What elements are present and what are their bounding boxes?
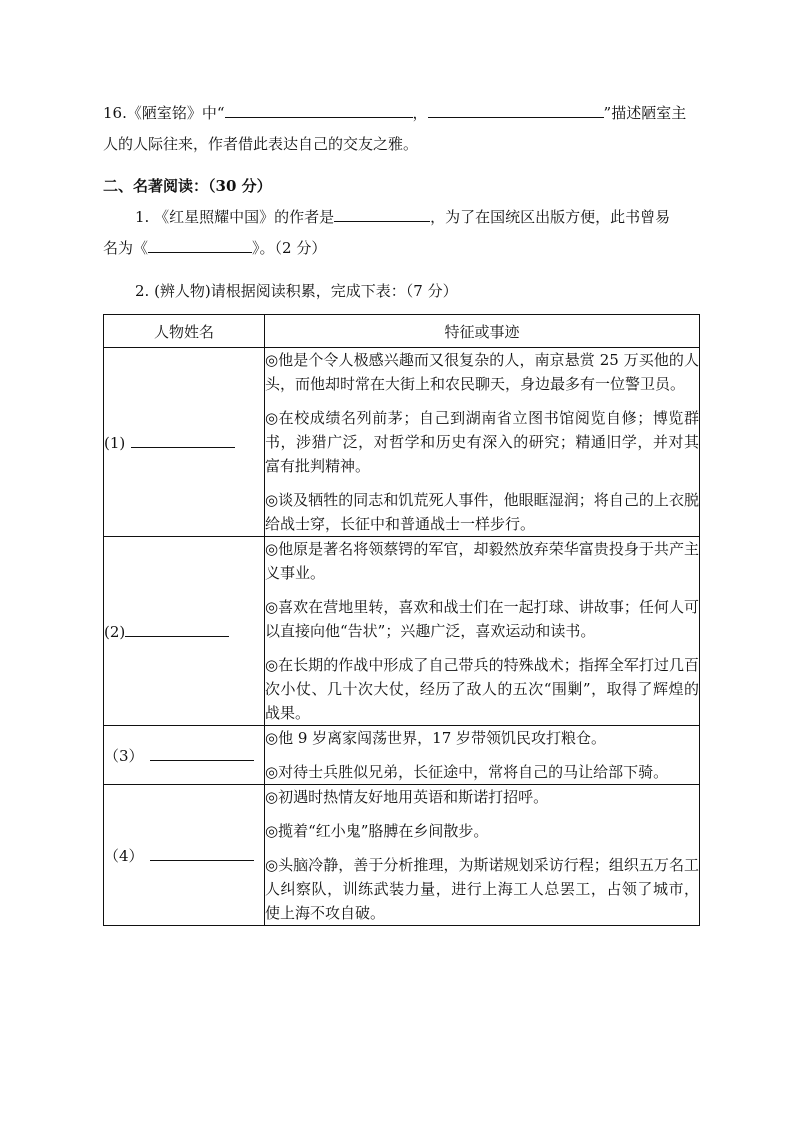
table-header-row — [104, 315, 700, 348]
question-1-line1 — [135, 207, 670, 227]
table-row — [104, 726, 700, 785]
traits-cell — [265, 537, 700, 726]
question-1-line2-prefix: 名为《 — [103, 239, 149, 257]
trait-item: ◎在长期的作战中形成了自己带兵的特殊战术；指挥全军打过几百次小仗、几十次大仗，经历了敌人的五次“围剿”，取得了辉煌的战果。 — [265, 656, 699, 722]
table-row — [104, 537, 700, 726]
question-16-prefix: 16.《陋室铭》中“ — [103, 104, 225, 122]
name-cell — [104, 785, 265, 926]
question-1-line2 — [103, 238, 326, 258]
question-2-text: 2. (辨人物)请根据阅读积累，完成下表：（7 分） — [135, 282, 458, 300]
name-cell — [104, 348, 265, 537]
question-1-line2-suffix: 》。（2 分） — [252, 239, 327, 257]
row-label: (2) — [104, 622, 126, 641]
table-row — [104, 785, 700, 926]
question-16-comma: ， — [412, 104, 428, 122]
name-answer-blank[interactable] — [125, 622, 229, 637]
traits-cell — [265, 348, 700, 537]
answer-blank[interactable] — [428, 103, 604, 118]
trait-item: ◎喜欢在营地里转，喜欢和战士们在一起打球、讲故事；任何人可以直接向他“告状”；兴趣广泛，喜欢运动和读书。 — [265, 598, 699, 640]
header-traits: 特征或事迹 — [265, 315, 700, 348]
trait-item: ◎他原是著名将领蔡锷的军官，却毅然放弃荣华富贵投身于共产主义事业。 — [265, 540, 699, 582]
header-name: 人物姓名 — [104, 315, 265, 348]
answer-blank[interactable] — [334, 207, 430, 222]
name-cell — [104, 726, 265, 785]
question-16-line1 — [103, 103, 686, 123]
trait-item: ◎谈及牺牲的同志和饥荒死人事件，他眼眶湿润；将自己的上衣脱给战士穿，长征中和普通战士一样步行。 — [265, 491, 699, 533]
trait-item: ◎他是个令人极感兴趣而又很复杂的人，南京悬赏 25 万买他的人头，而他却时常在大街上和农民聊天，身边最多有一位警卫员。 — [265, 351, 699, 393]
trait-item: ◎对待士兵胜似兄弟，长征途中，常将自己的马让给部下骑。 — [265, 763, 669, 781]
traits-cell — [265, 785, 700, 926]
section-heading: 二、名著阅读：（30 分） — [103, 177, 272, 195]
row-label: （3） — [104, 746, 144, 765]
name-cell — [104, 537, 265, 726]
trait-item: ◎揽着“红小鬼”胳膊在乡间散步。 — [265, 822, 489, 840]
trait-item: ◎初遇时热情友好地用英语和斯诺打招呼。 — [265, 788, 549, 806]
trait-item: ◎他 9 岁离家闯荡世界，17 岁带领饥民攻打粮仓。 — [265, 729, 607, 747]
name-answer-blank[interactable] — [131, 433, 235, 448]
answer-blank[interactable] — [148, 238, 252, 253]
question-16-suffix: ”描述陋室主 — [603, 104, 687, 122]
answer-blank[interactable] — [225, 103, 413, 118]
question-1-prefix: 1. 《红星照耀中国》的作者是 — [135, 208, 335, 226]
row-label: (1) — [104, 433, 126, 452]
name-answer-blank[interactable] — [150, 846, 254, 861]
row-label: （4） — [104, 846, 144, 865]
character-table — [103, 314, 700, 926]
question-1-suffix: ，为了在国统区出版方便，此书曾易 — [430, 208, 671, 226]
trait-item: ◎头脑冷静，善于分析推理，为斯诺规划采访行程；组织五万名工人纠察队，训练武装力量，进行上海工人总罢工，占领了城市，使上海不攻自破。 — [265, 856, 699, 922]
traits-cell — [265, 726, 700, 785]
name-answer-blank[interactable] — [150, 746, 254, 761]
trait-item: ◎在校成绩名列前茅；自己到湖南省立图书馆阅览自修；博览群书，涉猎广泛，对哲学和历史有深入的研究；精通旧学，并对其富有批判精神。 — [265, 409, 699, 475]
table-row — [104, 348, 700, 537]
question-16-line2: 人的人际往来，作者借此表达自己的交友之雅。 — [103, 135, 419, 153]
